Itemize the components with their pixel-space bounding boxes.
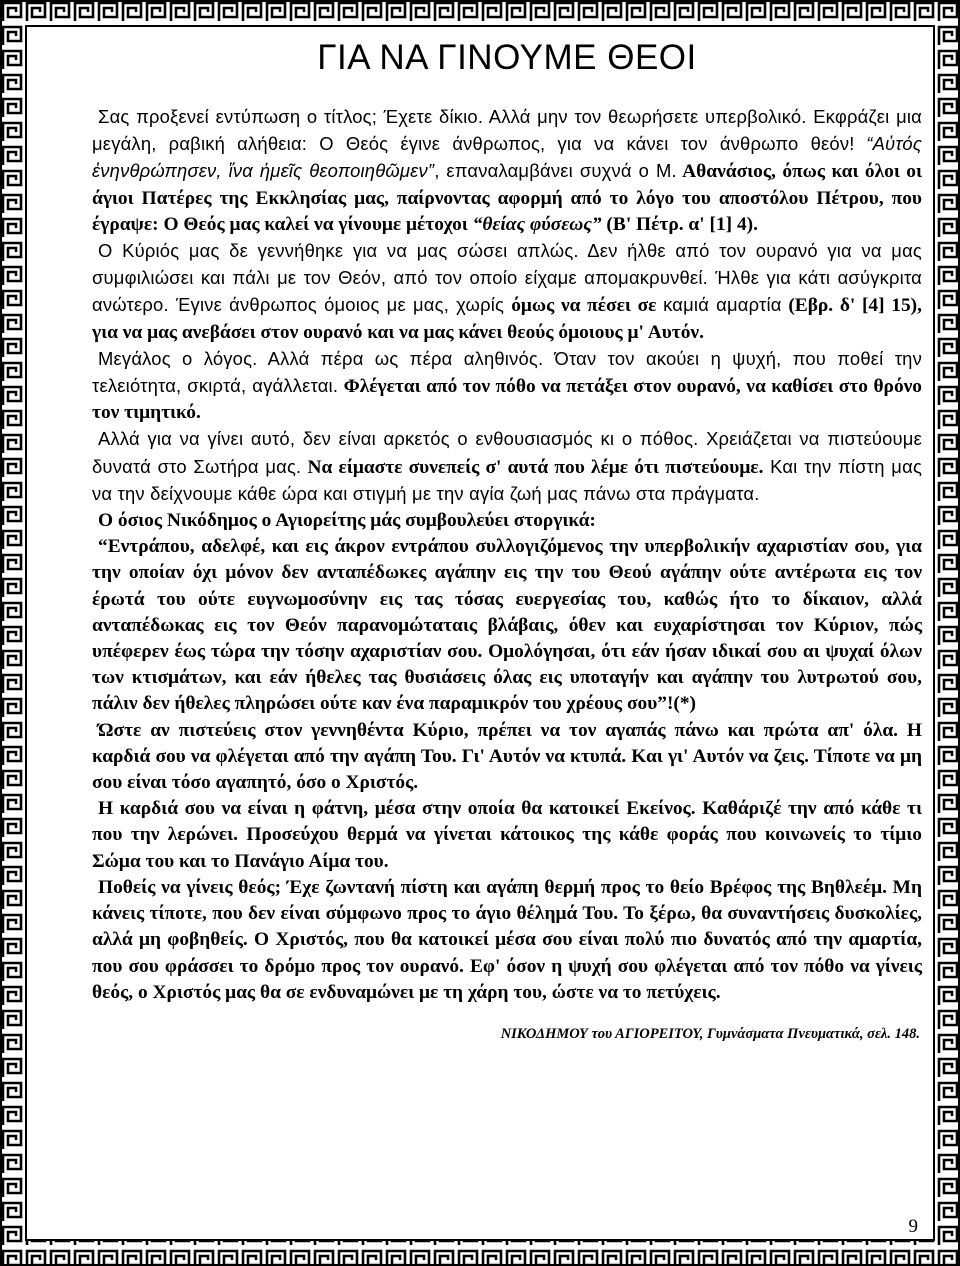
paragraph-1 — [92, 104, 922, 238]
p2-reference: (Εβρ. δ' [4] 15), για να μας ανεβάσει στον ουρανό και να μας κάνει θεούς όμοιους μ' Αυτόν. — [92, 295, 922, 343]
source-citation: ΝΙΚΟΔΗΜΟΥ του ΑΓΙΟΡΕΙΤΟΥ, Γυμνάσματα Πνευματικά, σελ. 148. — [500, 1025, 920, 1042]
paragraph-5: Ο όσιος Νικόδημος ο Αγιορείτης μάς συμβουλεύει στοργικά: — [98, 510, 596, 532]
p3-body: Φλέγεται από τον πόθο να πετάξει στον ουρανό, να καθίσει στο θρόνο τον τιμητικό. — [92, 376, 922, 424]
p1-quote: “Αὐτός ἐνηνθρώπησεν, ἵνα ἡμεῖς θεοποιηθῶμεν” — [92, 133, 923, 182]
paragraph-3 — [92, 346, 922, 427]
paragraph-4 — [92, 426, 922, 508]
paragraph-6-quote: “Εντράπου, αδελφέ, και εις άκρον εντράπου συλλογιζόμενος την υπερβολικήν αχαριστίαν σου, για την οποίαν όχι μόνον δεν ανταπέδωκες αγάπην εις την του Θεού αγάπην ούτε αντέρωτα εις τον έρωτά του ούτε ευγνωμοσύνην εις τας τόσας ευεργεσίας του, καθώς ήτο το δίκαιον, αλλά ανταπέδωκας εις τον Θεόν παρανομώταταις βλάβαις, όθεν και ευχαρίστησαι τον Κύριον, πώς υπέφερεν έως τώρα την τόσην αχαριστίαν σου. Ομολόγησαι, ότι εάν ήσαν ιδικαί σου αι ψυχαί όλων των κτισμάτων, και εάν ήθελες τας θυσιάσεις όλας εις υποταγήν και αγάπην του λυτρωτού σου, πάλιν δεν ήθελες πληρώσει ούτε καν ένα παραμικρόν του χρέους σου”!(*) — [92, 536, 922, 715]
p4-lead: Αλλά για να γίνει αυτό, δεν είναι αρκετός ο ενθουσιασμός κι ο πόθος. Χρειάζεται να πιστεύουμε δυνατά στο Σωτήρα μας. — [92, 428, 922, 477]
page-number: 9 — [908, 1216, 918, 1237]
paragraph-8: Η καρδιά σου να είναι η φάτνη, μέσα στην οποία θα κατοικεί Εκείνος. Καθάριζέ την από κάθε τι που την λερώνει. Προσεύχου θερμά να γίνεται κάτοικος της κάθε φοράς που κοινωνείς το τίμιο Σώμα του και το Πανάγιο Αίμα του. — [92, 798, 922, 872]
page-content — [92, 32, 922, 1043]
paragraph-7: Ώστε αν πιστεύεις στον γεννηθέντα Κύριο, πρέπει να τον αγαπάς πάνω και πρώτα απ' όλα. Η καρδιά σου να φλέγεται από την αγάπη Του. Γι' Αυτόν να κτυπά. Και γι' Αυτόν να ζεις. Τίποτε να μη σου είναι τόσο αγαπητό, όσο ο Χριστός. — [92, 719, 922, 794]
page-title: ΓΙΑ ΝΑ ΓΙΝΟΥΜΕ ΘΕΟΙ — [317, 38, 697, 77]
p1-repeat: , επαναλαμβάνει συχνά ο Μ. — [434, 160, 677, 182]
p1-intro: Σας προξενεί εντύπωση ο τίτλος; Έχετε δίκιο. Αλλά μην τον θεωρήσετε υπερβολικό. Εκφράζει μια μεγάλη, ραβική αλήθεια: Ο Θεός έγινε άνθρωπος, για να κάνει τον άνθρωπο θεόν! — [92, 106, 922, 155]
paragraph-9: Ποθείς να γίνεις θεός; Έχε ζωντανή πίστη και αγάπη θερμή προς το θείο Βρέφος της Βηθλεέμ. Μη κάνεις τίποτε, που δεν είναι σύμφωνο προς το άγιο θέλημά Του. Το ξέρω, θα συναντήσεις δυσκολίες, αλλά μη φοβηθείς. Ο Χριστός, που θα κατοικεί μέσα σου είναι πολύ πιο δυνατός από την αμαρτία, που σου φράσσει το δρόμο προς τον ουρανό. Εφ' όσον η ψυχή σου φλέγεται από τον πόθο να γίνεις θεός, ο Χριστός μας θα σε ενδυναμώνει με τη χάρη του, ώστε να το πετύχεις. — [92, 876, 922, 1003]
p3-lead: Μεγάλος ο λόγος. Αλλά πέρα ως πέρα αληθινός. Όταν τον ακούει η ψυχή, που ποθεί την τελειότητα, σκιρτά, αγάλλεται. — [92, 347, 922, 397]
p2-without: χωρίς — [449, 294, 512, 316]
p4-consistency: Να είμαστε συνεπείς σ' αυτά που λέμε ότι πιστεύουμε. — [301, 456, 764, 478]
paragraph-2 — [92, 238, 922, 346]
p2-but: όμως να πέσει σε — [511, 295, 664, 317]
p1-athanasios: Αθανάσιος, όπως και όλοι οι άγιοι Πατέρες της Εκκλησίας μας, παίρνοντας αφορμή από το λόγο του αποστόλου Πέτρου, που έγραψε: Ο Θεός μας καλεί να γίνουμε μέτοχοι — [92, 161, 923, 235]
p1-reference: (Β' Πέτρ. α' [1] 4). — [601, 213, 758, 235]
p1-quote-divine-nature: “θείας φύσεως” — [472, 213, 602, 235]
p2-lead: Ο Κύριός μας δε γεννήθηκε για να μας σώσει απλώς. — [98, 240, 579, 262]
p2-body: Δεν ήλθε από τον ουρανό για να μας συμφιλιώσει και πάλι με τον Θεόν, από τον οποίο είχαμε απομακρυνθεί. Ήλθε για κάτι ασύγκριτα ανώτερο. Έγινε άνθρωπος όμοιος με μας, — [92, 240, 922, 316]
p2-no-sin: καμιά αμαρτία — [663, 294, 782, 316]
p4-faith: Και την πίστη μας να την δείχνουμε κάθε ώρα και στιγμή με την αγία ζωή μας πάνω στα πράγματα. — [92, 455, 923, 504]
